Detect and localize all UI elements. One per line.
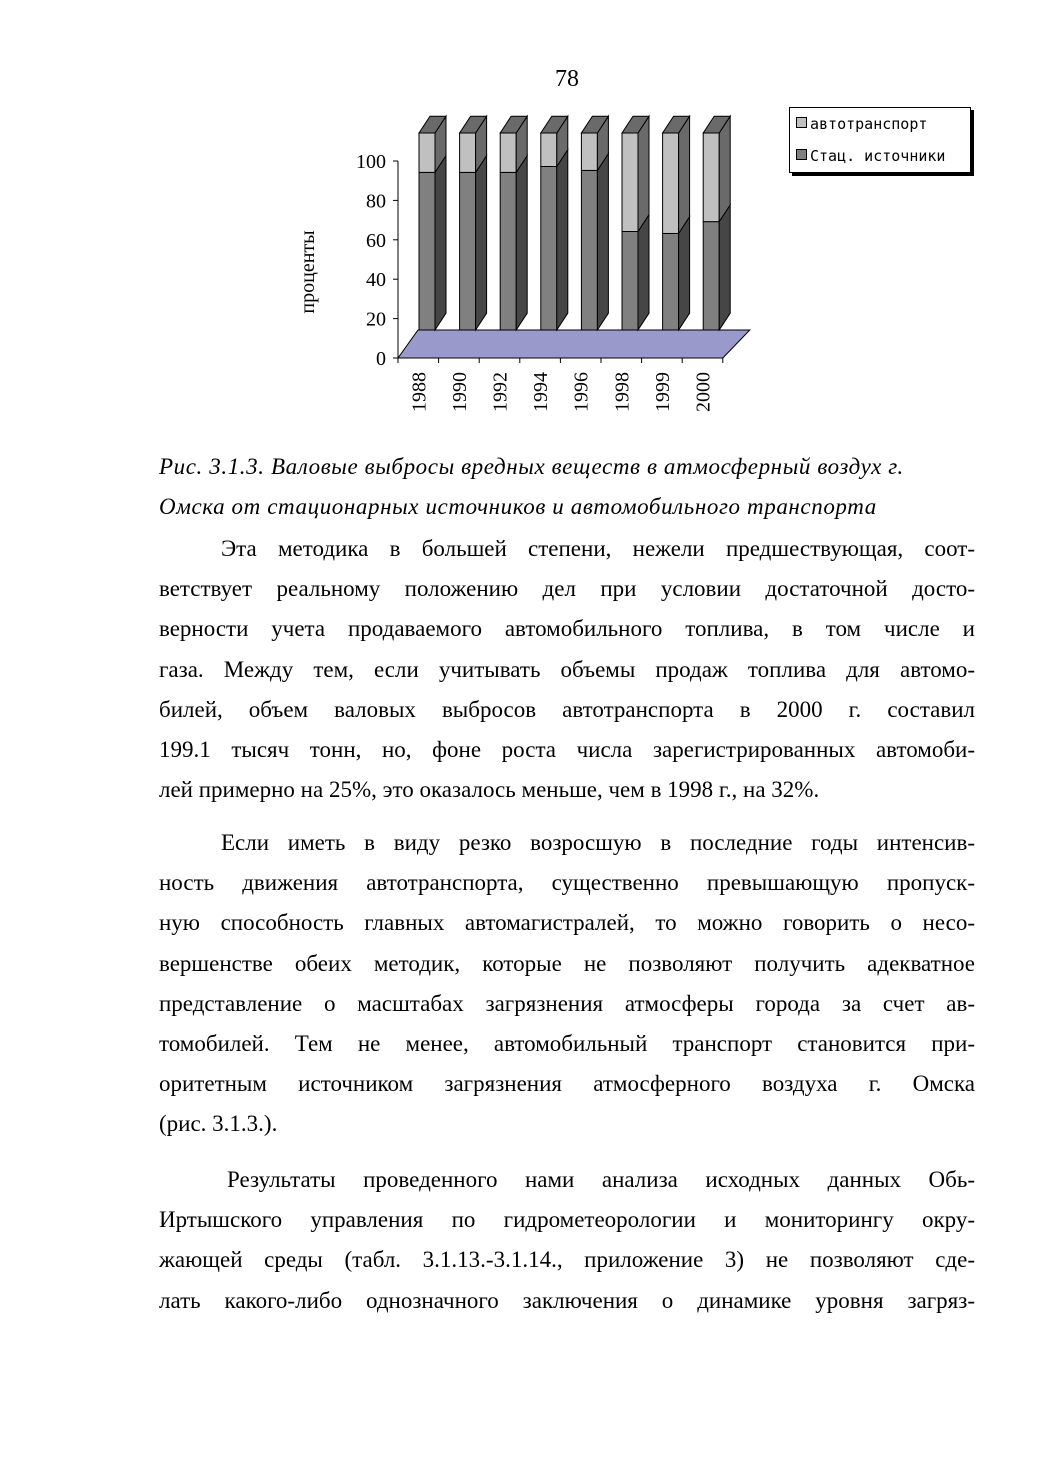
text-line: (рис. 3.1.3.). xyxy=(159,1111,278,1137)
bar-segment-front xyxy=(622,232,638,331)
bar-segment-side xyxy=(557,150,568,330)
bar-segment-front xyxy=(419,133,435,172)
text-line: 199.1 тысяч тонн, но, фоне роста числа зарегистрированных автомоби- xyxy=(159,737,975,763)
bar-segment-side xyxy=(597,154,608,330)
bar-segment-front xyxy=(500,133,516,172)
paragraph-2 xyxy=(159,823,975,1145)
figure-caption xyxy=(159,447,979,527)
bar-segment-front xyxy=(541,133,557,166)
x-tick-label: 1992 xyxy=(489,372,512,412)
bar-segment-front xyxy=(460,133,476,172)
paragraph-3 xyxy=(159,1160,975,1321)
legend-item-stationary xyxy=(796,145,945,167)
y-tick-label: 100 xyxy=(356,151,386,173)
bar-segment-side xyxy=(435,156,446,330)
paragraph-1 xyxy=(159,529,975,810)
y-axis-title: проценты xyxy=(297,230,319,314)
bar-segment-front xyxy=(703,222,719,330)
page-number: 78 xyxy=(555,66,579,92)
bar-segment-side xyxy=(679,217,690,330)
legend-label: автотранспорт xyxy=(810,115,928,133)
text-line: оритетным источником загрязнения атмосферного воздуха г. Омска xyxy=(159,1071,975,1097)
bar-segment-front xyxy=(541,166,557,330)
bar-segment-front xyxy=(500,172,516,330)
legend-swatch-autotransport xyxy=(796,117,807,128)
x-tick-label: 1988 xyxy=(408,372,431,412)
text-line: ветствует реальному положению дел при условии достаточной досто- xyxy=(159,576,975,602)
bar-segment-front xyxy=(419,172,435,330)
bar-segment-front xyxy=(703,133,719,222)
x-tick-label: 1994 xyxy=(530,372,553,412)
bar-segment-side xyxy=(638,215,649,330)
text-line: лей примерно на 25%, это оказалось меньше, чем в 1998 г., на 32%. xyxy=(159,777,820,803)
x-tick-label: 1998 xyxy=(611,372,634,412)
bar-segment-front xyxy=(581,133,597,170)
caption-line: Рис. 3.1.3. Валовые выбросы вредных веществ в атмосферный воздух г. xyxy=(159,454,904,479)
bar-segment-side xyxy=(719,116,730,221)
x-tick-label: 1990 xyxy=(448,372,471,412)
caption-line: Омска от стационарных источников и автомобильного транспорта xyxy=(159,494,877,519)
bar-segment-front xyxy=(663,133,679,233)
x-tick-label: 1996 xyxy=(570,372,593,412)
bar-segment-side xyxy=(679,116,690,233)
y-tick-label: 0 xyxy=(376,348,386,370)
stacked-bar-chart xyxy=(290,104,770,429)
text-line: представление о масштабах загрязнения атмосферы города за счет ав- xyxy=(159,990,975,1016)
text-line: билей, объем валовых выбросов автотранспорта в 2000 г. составил xyxy=(159,696,975,722)
text-line: вершенстве обеих методик, которые не позволяют получить адекватное xyxy=(159,950,975,976)
x-tick-label: 2000 xyxy=(692,372,715,412)
y-tick-label: 60 xyxy=(366,229,386,252)
text-line: верности учета продаваемого автомобильного топлива, в том числе и xyxy=(159,616,975,642)
legend-item-autotransport xyxy=(796,113,927,135)
y-tick-label: 40 xyxy=(366,269,386,292)
text-line: Иртышского управления по гидрометеорологии и мониторингу окру- xyxy=(159,1207,975,1233)
bar-segment-front xyxy=(622,133,638,232)
text-line: Если иметь в виду резко возросшую в последние годы интенсив- xyxy=(221,830,975,855)
y-tick-label: 80 xyxy=(366,190,386,213)
bar-segment-side xyxy=(476,156,487,330)
bar-segment-side xyxy=(719,205,730,330)
bar-segment-side xyxy=(638,116,649,231)
legend-swatch-stationary xyxy=(796,149,807,160)
bar-segment-front xyxy=(460,172,476,330)
bar-segment-front xyxy=(581,170,597,330)
text-line: томобилей. Тем не менее, автомобильный транспорт становится при- xyxy=(159,1031,975,1057)
text-line: жающей среды (табл. 3.1.13.-3.1.14., приложение 3) не позволяют сде- xyxy=(159,1247,975,1273)
text-line: ность движения автотранспорта, существенно превышающую пропуск- xyxy=(159,870,975,896)
text-line: Результаты проведенного нами анализа исходных данных Обь- xyxy=(227,1167,975,1192)
chart-floor xyxy=(398,330,750,358)
x-tick-label: 1999 xyxy=(651,372,674,412)
chart-legend xyxy=(789,107,971,173)
text-line: газа. Между тем, если учитывать объемы продаж топлива для автомо- xyxy=(159,656,975,682)
bar-segment-side xyxy=(516,156,527,330)
text-line: лать какого-либо однозначного заключения о динамике уровня загряз- xyxy=(159,1287,975,1313)
y-tick-label: 20 xyxy=(366,308,386,331)
text-line: ную способность главных автомагистралей, то можно говорить о несо- xyxy=(159,910,975,936)
legend-label: Стац. источники xyxy=(810,147,946,165)
bar-segment-front xyxy=(663,233,679,330)
text-line: Эта методика в большей степени, нежели предшествующая, соот- xyxy=(221,536,975,561)
